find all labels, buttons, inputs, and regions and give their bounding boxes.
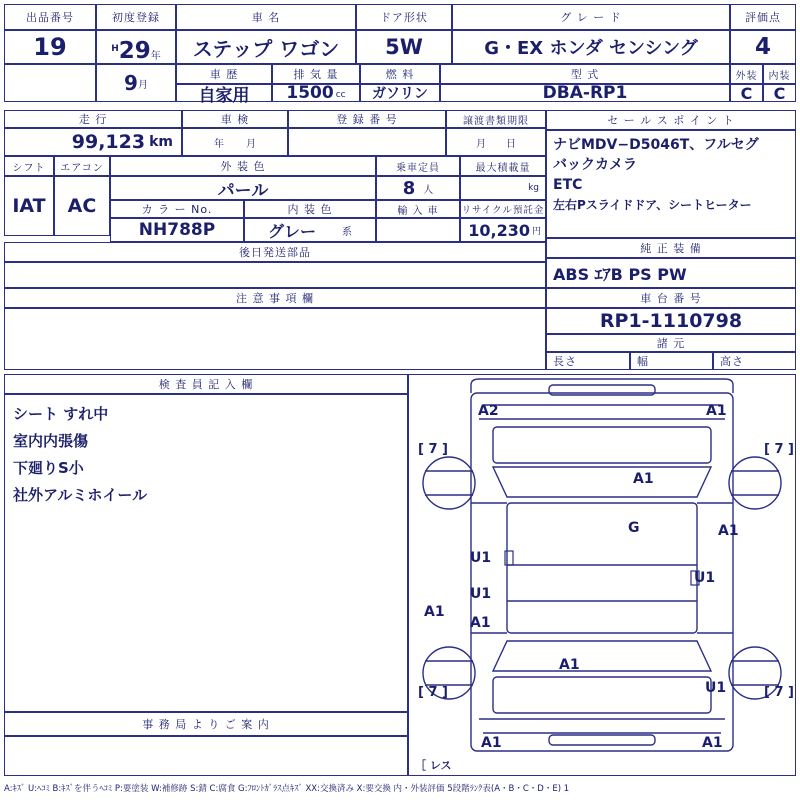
- model-code-box: [440, 84, 730, 102]
- inspector-title-box: [4, 374, 408, 394]
- first-reg-month-box: [96, 64, 176, 102]
- seats-value: 8: [402, 177, 416, 199]
- diagram-mark-tire-front-right: [ 7 ]: [764, 442, 794, 457]
- max-load-unit: kg: [528, 183, 539, 193]
- diagram-mark-a1-hood: A1: [633, 471, 654, 487]
- reg-no-box: [288, 128, 446, 156]
- car-name-box: [176, 30, 356, 64]
- car-name-value: ステップ ワゴン: [192, 36, 340, 61]
- import-label: 輸 入 車: [397, 205, 439, 217]
- transfer-label: 譲渡書類期限: [463, 115, 529, 127]
- fuel-label-box: [360, 64, 440, 84]
- color-no-label-box: [110, 200, 244, 218]
- recycle-label-box: [460, 200, 546, 218]
- diagram-mark-a1-rear-window: A1: [559, 657, 580, 673]
- dim-label-box: [546, 334, 796, 352]
- seats-box: [376, 176, 460, 200]
- diagram-mark-a1-rear-left: A1: [481, 735, 502, 751]
- shaken-month-unit: 月: [246, 138, 256, 150]
- history-label: 車 歴: [209, 68, 239, 81]
- import-box: [376, 218, 460, 242]
- history-box: [176, 84, 272, 106]
- equip-title: 純 正 装 備: [640, 242, 702, 255]
- shift-label-box: [4, 156, 54, 176]
- sales-title-box: [546, 110, 796, 130]
- score-label-box: [730, 4, 796, 30]
- grade-label-box: [452, 4, 730, 30]
- car-diagram-box: [408, 374, 796, 776]
- reg-no-label: 登 録 番 号: [336, 113, 398, 126]
- shift-value: IAT: [12, 195, 46, 217]
- first-reg-year: 29: [118, 38, 151, 64]
- ac-label: エアコン: [60, 162, 104, 174]
- ext-color-value: パール: [217, 180, 269, 201]
- reg-no-label-box: [288, 110, 446, 128]
- mileage-value: 99,123: [71, 131, 146, 153]
- score-box: [730, 30, 796, 64]
- diagram-mark-tire-rear-right: [ 7 ]: [764, 685, 794, 700]
- office-body-box: [4, 736, 408, 776]
- ext-color-box: [110, 176, 376, 200]
- int-color-box: [244, 218, 376, 242]
- inspector-title: 検 査 員 記 入 欄: [158, 378, 254, 391]
- inspector-line-2: 室内内張傷: [13, 432, 89, 450]
- door-value: 5W: [385, 35, 423, 59]
- office-title-box: [4, 712, 408, 736]
- first-reg-label: 初度登録: [112, 11, 160, 24]
- diagram-mark-a1-left-quarter: A1: [470, 615, 491, 631]
- ext-color-label: 外 装 色: [220, 160, 266, 173]
- diagram-mark-a1-left-side: A1: [424, 604, 445, 620]
- lot-no-value: 19: [33, 33, 67, 61]
- transfer-label-box: [446, 110, 546, 128]
- ext-grade-value: C: [740, 83, 753, 103]
- seats-label-box: [376, 156, 460, 176]
- score-label: 評価点: [745, 11, 781, 24]
- max-load-label: 最大積載量: [475, 162, 531, 174]
- recycle-value: 10,230: [468, 220, 530, 240]
- inspector-line-3: 下廻りS小: [13, 459, 84, 477]
- transfer-box: [446, 128, 546, 156]
- shift-box: [4, 176, 54, 236]
- sales-title: セ ー ル ス ポ イ ン ト: [607, 114, 735, 127]
- diagram-mark-u1-right-rear-door: U1: [694, 570, 716, 586]
- dim-width-label: 幅: [637, 355, 649, 368]
- footer-legend: A:ｷｽﾞ U:ﾍｺﾐ B:ｷｽﾞを伴うﾍｺﾐ P:要塗装 W:補修跡 S:錆 C:腐食 G:ﾌﾛﾝﾄｶﾞﾗｽ点ｷｽﾞ XX:交換済み X:要交換 内・外装評価 5段階ﾗﾝｸ表(A・B・C・D・E) 1: [4, 784, 570, 794]
- lot-no-box: [4, 30, 96, 64]
- recycle-unit: 円: [531, 226, 541, 237]
- displacement-value: 1500: [286, 83, 334, 103]
- first-reg-label-box: [96, 4, 176, 30]
- import-value: [377, 219, 459, 241]
- transfer-month-unit: 月: [476, 138, 486, 150]
- inspector-line-1: シート すれ中: [13, 405, 109, 423]
- chassis-box: [546, 308, 796, 334]
- model-code-label: 型 式: [570, 68, 600, 81]
- inspector-line-4: 社外アルミホイール: [13, 486, 148, 504]
- transfer-day-unit: 日: [506, 138, 516, 150]
- int-color-value: グレー: [267, 221, 316, 241]
- later-parts-box: [4, 262, 546, 288]
- recycle-label: リサイクル預託金: [461, 205, 545, 216]
- mileage-label: 走 行: [78, 113, 108, 126]
- sales-line-4: 左右Pスライドドア、シートヒーター: [553, 198, 752, 212]
- inspector-body-box: [4, 394, 408, 712]
- color-no-value: NH788P: [138, 220, 216, 240]
- int-grade-label: 内装: [768, 70, 791, 82]
- diagram-mark-tire-rear-left: [ 7 ]: [418, 685, 448, 700]
- lot-no-label: 出品番号: [26, 11, 74, 24]
- shift-label: シフト: [12, 162, 46, 174]
- first-reg-month-unit: 月: [137, 79, 148, 91]
- diagram-mark-a1-front-right: A1: [706, 403, 727, 419]
- displacement-label: 排 気 量: [293, 68, 339, 81]
- ac-box: [54, 176, 110, 236]
- shaken-box: [182, 128, 288, 156]
- sales-line-3: ETC: [553, 177, 583, 193]
- diagram-mark-a1-rear-right: A1: [702, 735, 723, 751]
- recycle-box: [460, 218, 546, 242]
- diagram-mark-a1-right-front-door: A1: [718, 523, 739, 539]
- seats-label: 乗車定員: [396, 162, 440, 174]
- displacement-unit: cc: [335, 90, 346, 100]
- ext-color-label-box: [110, 156, 376, 176]
- int-color-label: 内 装 色: [287, 203, 333, 216]
- dim-width-box: [630, 352, 713, 370]
- car-name-label: 車 名: [251, 11, 281, 24]
- history-value: 自家用: [198, 85, 250, 106]
- sales-line-2: バックカメラ: [553, 157, 637, 173]
- grade-box: [452, 30, 730, 64]
- diagram-mark-tire-front-left: [ 7 ]: [418, 442, 448, 457]
- diagram-mark-u1-left-rear-door: U1: [470, 586, 492, 602]
- dim-length-label: 長さ: [553, 355, 577, 368]
- sales-body-box: [546, 130, 796, 238]
- equip-box: [546, 258, 796, 288]
- diagram-mark-u1-left-front-door: U1: [470, 550, 492, 566]
- shaken-year-unit: 年: [214, 138, 224, 150]
- later-parts-label-box: [4, 242, 546, 262]
- first-reg-era: H: [111, 44, 119, 54]
- model-code-value: DBA-RP1: [542, 83, 628, 103]
- displacement-box: [272, 84, 360, 102]
- reg-no-value: [289, 129, 445, 155]
- door-box: [356, 30, 452, 64]
- car-diagram-svg: [409, 375, 795, 775]
- mileage-unit: km: [149, 134, 173, 150]
- equip-title-box: [546, 238, 796, 258]
- sales-line-1: ナビMDV−D5046T、フルセグ: [553, 137, 759, 153]
- ext-grade-label: 外装: [735, 70, 758, 82]
- shaken-label: 車 検: [220, 113, 250, 126]
- ac-label-box: [54, 156, 110, 176]
- grade-value: G・EX ホンダ センシング: [484, 38, 698, 59]
- diagram-mark-a2-front-left: A2: [478, 403, 499, 419]
- ext-grade-label-box: [730, 64, 763, 84]
- dim-label: 諸 元: [656, 337, 686, 350]
- int-grade-box: [763, 84, 796, 102]
- int-color-label-box: [244, 200, 376, 218]
- lot-no-spacer-box: [4, 64, 96, 102]
- model-code-label-box: [440, 64, 730, 84]
- equip-value: ABS ｴｱB PS PW: [553, 264, 687, 284]
- max-load-label-box: [460, 156, 546, 176]
- fuel-value: ガソリン: [372, 86, 428, 102]
- first-reg-year-unit: 年: [150, 51, 161, 62]
- color-no-box: [110, 218, 244, 242]
- door-label-box: [356, 4, 452, 30]
- first-reg-year-box: [96, 30, 176, 64]
- score-value: 4: [754, 34, 771, 60]
- later-parts-label: 後日発送部品: [239, 246, 311, 259]
- dim-length-box: [546, 352, 630, 370]
- dim-height-box: [713, 352, 796, 370]
- color-no-label: カ ラ ー No.: [141, 203, 213, 216]
- grade-label: グ レ ー ド: [560, 11, 622, 24]
- ext-grade-box: [730, 84, 763, 102]
- fuel-box: [360, 84, 440, 102]
- shaken-label-box: [182, 110, 288, 128]
- diagram-legend: ［ レス: [415, 759, 452, 772]
- caution-label: 注 意 事 項 欄: [236, 292, 314, 305]
- caution-box: [4, 308, 546, 370]
- mileage-label-box: [4, 110, 182, 128]
- int-grade-label-box: [763, 64, 796, 84]
- chassis-label: 車 台 番 号: [640, 292, 702, 305]
- chassis-label-box: [546, 288, 796, 308]
- int-color-suffix: 系: [342, 226, 352, 238]
- door-label: ドア形状: [380, 11, 428, 24]
- diagram-mark-u1-rear-right: U1: [705, 680, 727, 696]
- mileage-box: [4, 128, 182, 156]
- dim-height-label: 高さ: [720, 355, 744, 368]
- lot-no-label-box: [4, 4, 96, 30]
- max-load-box: [460, 176, 546, 200]
- caution-label-box: [4, 288, 546, 308]
- displacement-label-box: [272, 64, 360, 84]
- int-grade-value: C: [773, 83, 786, 103]
- seats-unit: 人: [423, 184, 434, 196]
- diagram-mark-g-windshield: G: [628, 520, 640, 536]
- ac-value: AC: [67, 195, 97, 217]
- fuel-label: 燃 料: [385, 68, 415, 81]
- car-name-label-box: [176, 4, 356, 30]
- chassis-value: RP1-1110798: [599, 310, 743, 332]
- office-title: 事 務 局 よ り ご 案 内: [142, 718, 270, 731]
- import-label-box: [376, 200, 460, 218]
- first-reg-month: 9: [124, 71, 138, 95]
